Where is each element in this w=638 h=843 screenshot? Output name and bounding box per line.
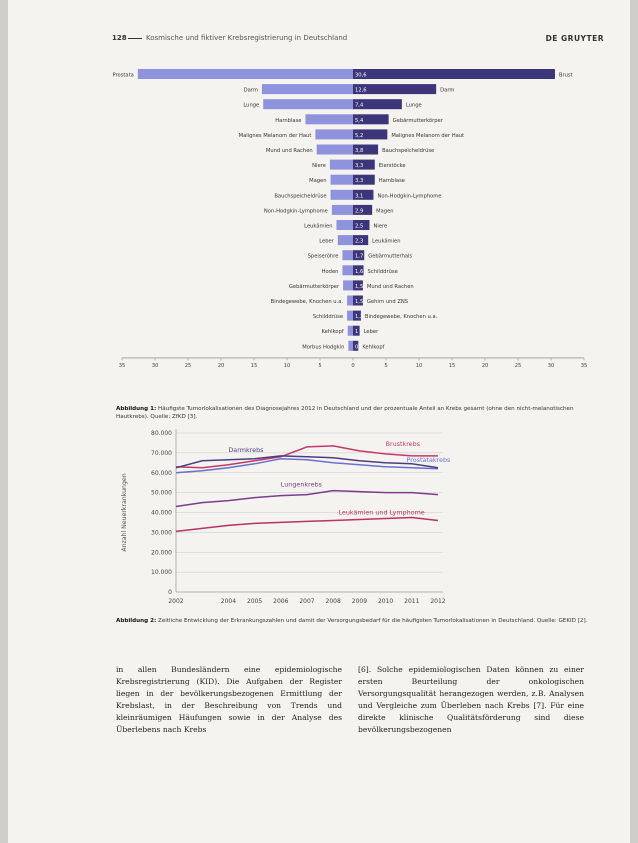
- category-label-left: Harnblase: [275, 117, 302, 124]
- x-tick-label: 2011: [404, 598, 420, 605]
- x-tick-label: 15: [250, 362, 258, 369]
- bar-left: [342, 250, 353, 260]
- category-label-left: Hoden: [321, 268, 339, 275]
- x-tick-label: 30: [547, 362, 555, 369]
- series-annotation: Darmkrebs: [228, 445, 264, 454]
- category-label-left: Bauchspeicheldrüse: [274, 193, 327, 200]
- bar-left: [330, 160, 353, 170]
- x-tick-label: 10: [415, 362, 423, 369]
- category-label-left: Gebärmutterkörper: [288, 283, 340, 290]
- bar-left: [331, 190, 353, 200]
- header-rule: [128, 38, 142, 39]
- category-label-right: Darm: [440, 87, 455, 94]
- category-label-left: Mund und Rachen: [265, 148, 313, 154]
- category-label-right: Niere: [373, 223, 388, 230]
- x-tick-label: 0: [351, 362, 355, 369]
- data-label-right: 3,8: [355, 148, 364, 154]
- bar-left: [331, 175, 353, 185]
- x-tick-label: 5: [384, 362, 388, 369]
- x-tick-label: 2006: [273, 598, 289, 605]
- category-label-right: Gebärmutterkörper: [392, 117, 443, 124]
- data-label-right: 2,9: [355, 208, 364, 215]
- figure-2-line-chart: [8, 420, 630, 620]
- data-label-right: 0,8: [355, 344, 364, 351]
- x-tick-label: 35: [580, 362, 588, 369]
- category-label-right: Mund und Rachen: [366, 283, 414, 290]
- bar-right: [353, 69, 555, 79]
- category-label-left: Speiseröhre: [307, 253, 339, 260]
- body-text-right: [6]. Solche epidemiologischen Daten können zu einer ersten Beurteilung der onkologischen Versorgungsqualität herangezogen werden, z.B. Analysen und Vergleiche zum Überleben nach Krebs [7]. Für eine direkte klinische Qualitätsförderung sind diese bevölkerungsbezogenen: [358, 665, 584, 734]
- x-tick-label: 35: [118, 362, 126, 369]
- data-label-right: 1,5: [355, 283, 364, 290]
- bar-left: [138, 69, 353, 79]
- figure-2-caption: [116, 617, 594, 625]
- data-label-right: 2,3: [355, 238, 364, 245]
- category-label-right: Magen: [376, 208, 394, 215]
- y-tick-label: 50.000: [151, 489, 172, 497]
- figure-2-caption-text: Zeitliche Entwicklung der Erkrankungszahlen und damit der Versorgungsbedarf für die häufigsten Tumorlokalisationen in Deutschland. Quelle: GEKID [2].: [158, 618, 588, 624]
- x-tick-label: 20: [217, 362, 225, 369]
- y-tick-label: 80.000: [151, 430, 172, 437]
- x-tick-label: 25: [184, 362, 192, 369]
- data-label-right: 7,4: [355, 102, 364, 109]
- data-label-right: 3,1: [355, 193, 364, 200]
- data-label-right: 1: [355, 329, 359, 336]
- category-label-left: Bindegewebe, Knochen u.a.: [270, 299, 344, 305]
- x-tick-label: 10: [283, 362, 291, 369]
- y-tick-label: 10.000: [151, 569, 172, 577]
- figure-1-caption: [116, 405, 594, 421]
- series-annotation: Leukämien und Lymphome: [338, 508, 425, 517]
- x-tick-label: 2012: [430, 598, 446, 605]
- x-tick-label: 2002: [168, 598, 184, 605]
- category-label-left: Darm: [243, 87, 258, 94]
- category-label-right: Brust: [558, 72, 573, 79]
- figure-2-caption-label: Abbildung 2:: [116, 618, 157, 624]
- category-label-right: Kehlkopf: [362, 344, 385, 351]
- bar-left: [332, 205, 353, 215]
- category-label-right: Leber: [363, 329, 379, 336]
- category-label-right: Harnblase: [378, 178, 405, 185]
- bar-left: [348, 341, 353, 351]
- page-number: 128: [112, 34, 127, 42]
- series-annotation: Prostatakrebs: [406, 455, 451, 464]
- series-line: [176, 518, 438, 532]
- x-tick-label: 5: [318, 362, 322, 369]
- y-tick-label: 20.000: [151, 549, 172, 557]
- data-label-right: 3,3: [355, 178, 364, 185]
- bar-left: [337, 220, 354, 230]
- data-label-right: 30,6: [355, 72, 367, 79]
- figure-1-caption-text: Häufigste Tumorlokalisationen des Diagnosejahres 2012 in Deutschland und der prozentuale Anteil an Krebs gesamt (ohne den nicht-melanotischen Hautkrebs). Quelle: ZfKD [3].: [116, 406, 574, 420]
- data-label-right: 5,2: [355, 132, 364, 139]
- series-line: [176, 491, 438, 507]
- category-label-right: Lunge: [405, 102, 422, 109]
- y-tick-label: 70.000: [151, 449, 172, 457]
- x-tick-label: 20: [481, 362, 489, 369]
- x-tick-label: 30: [151, 362, 159, 369]
- running-title: Kosmische und fiktiver Krebsregistrierung in Deutschland: [146, 34, 348, 42]
- data-label-right: 2,5: [355, 223, 364, 230]
- bar-left: [317, 145, 353, 155]
- category-label-left: Leukämien: [304, 223, 333, 230]
- category-label-left: Niere: [312, 163, 326, 170]
- data-label-right: 12,6: [355, 87, 367, 94]
- y-tick-label: 30.000: [151, 529, 172, 537]
- bar-left: [348, 326, 353, 336]
- figure-1-bar-chart: [8, 60, 630, 380]
- data-label-right: 5,4: [355, 117, 364, 124]
- category-label-left: Kehlkopf: [321, 329, 344, 336]
- book-page: [8, 0, 630, 843]
- series-annotation: Lungenkrebs: [280, 480, 322, 489]
- category-label-right: Bindegewebe, Knochen u.a.: [364, 314, 438, 321]
- data-label-right: 3,3: [355, 163, 364, 170]
- bar-left: [347, 296, 353, 306]
- series-annotation: Brustkrebs: [385, 439, 421, 448]
- x-tick-label: 2008: [325, 598, 341, 605]
- category-label-left: Lunge: [243, 102, 260, 109]
- data-label-right: 1,7: [355, 253, 364, 260]
- bar-left: [342, 265, 353, 275]
- body-text-left: in allen Bundesländern eine epidemiologische Krebsregistrierung (KID). Die Aufgaben der Register liegen in der bevölkerungsbezogenen Ermittlung der Krebslast, in der Beschreibung von Trends und kleinräumigen Häufungen sowie in der Analyse des Überlebens nach Krebs: [116, 665, 342, 734]
- bar-left: [347, 311, 353, 321]
- x-tick-label: 2004: [220, 598, 237, 605]
- figure-1-caption-label: Abbildung 1:: [116, 406, 157, 412]
- category-label-left: Magen: [309, 178, 327, 185]
- x-tick-label: 25: [514, 362, 522, 369]
- category-label-right: Bauchspeicheldrüse: [382, 148, 435, 154]
- x-tick-label: 2005: [246, 598, 263, 605]
- data-label-right: 1,6: [355, 268, 364, 275]
- y-axis-label: Anzahl Neuerkrankungen: [121, 473, 128, 552]
- bar-left: [338, 235, 353, 245]
- data-label-right: 1,2: [355, 314, 364, 321]
- category-label-left: Schilddrüse: [312, 314, 344, 321]
- publisher-logo: DE GRUYTER: [545, 34, 604, 43]
- category-label-right: Schilddrüse: [367, 268, 398, 275]
- bar-left: [262, 84, 353, 94]
- category-label-left: Morbus Hodgkin: [302, 344, 345, 351]
- x-tick-label: 2009: [351, 598, 368, 605]
- y-tick-label: 40.000: [151, 509, 172, 517]
- y-tick-label: 60.000: [151, 469, 172, 477]
- bar-left: [305, 114, 353, 124]
- category-label-left: Prostata: [112, 72, 134, 79]
- category-label-left: Leber: [319, 238, 334, 245]
- category-label-right: Malignes Melanom der Haut: [391, 132, 465, 139]
- category-label-right: Gehirn und ZNS: [366, 299, 409, 305]
- x-tick-label: 2010: [377, 598, 394, 605]
- x-tick-label: 2007: [299, 598, 315, 605]
- x-tick-label: 15: [448, 362, 456, 369]
- category-label-left: Non-Hodgkin-Lymphome: [263, 208, 328, 215]
- bar-left: [263, 99, 353, 109]
- bar-left: [343, 280, 353, 290]
- category-label-right: Leukämien: [372, 238, 401, 245]
- y-tick-label: 0: [168, 589, 172, 596]
- category-label-right: Eierstöcke: [378, 163, 406, 170]
- category-label-right: Non-Hodgkin-Lymphome: [377, 193, 442, 200]
- bar-left: [315, 129, 353, 139]
- data-label-right: 1,5: [355, 299, 364, 305]
- category-label-right: Gebärmutterhals: [368, 253, 413, 260]
- category-label-left: Malignes Melanom der Haut: [238, 132, 312, 139]
